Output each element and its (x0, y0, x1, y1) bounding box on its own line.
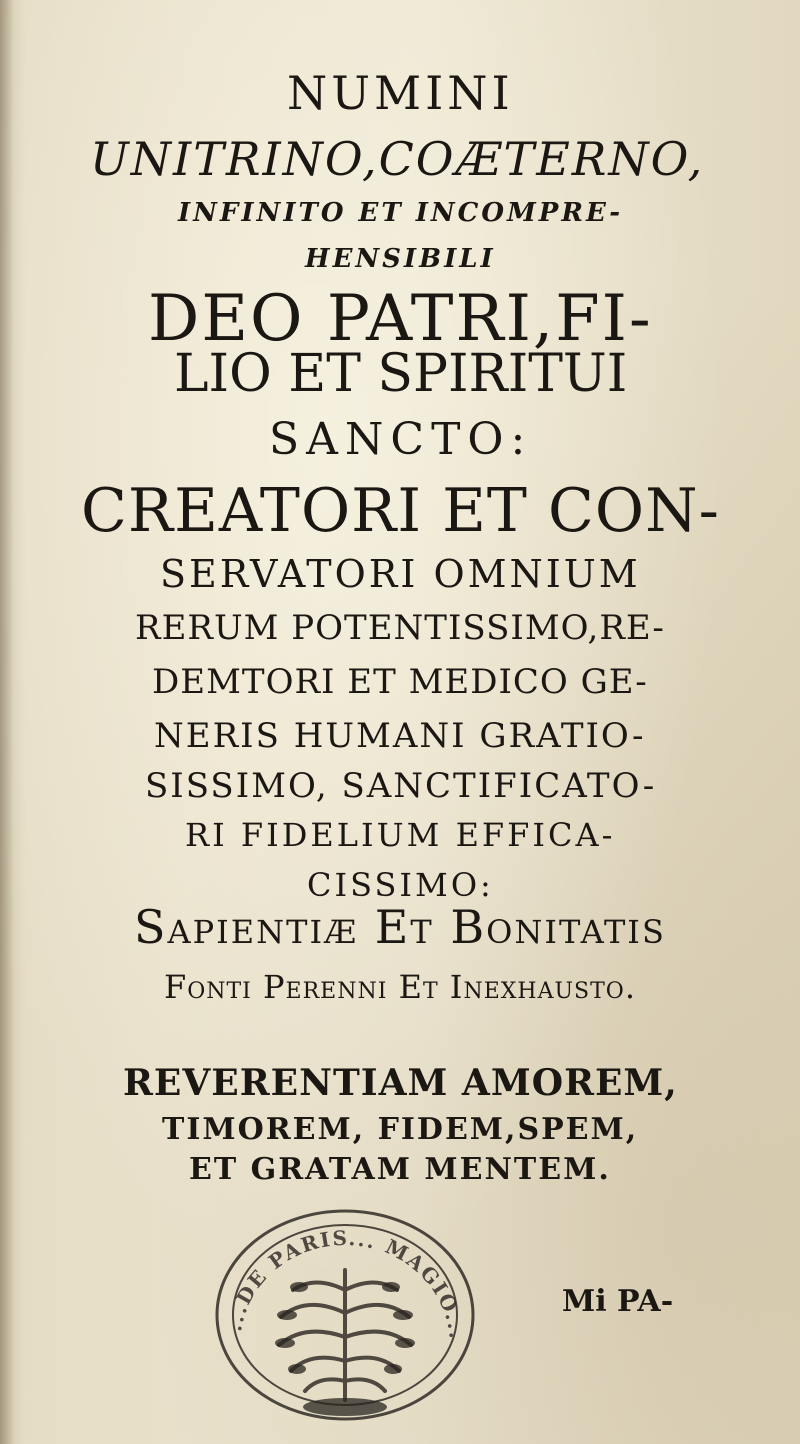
stamp-inscription: ...DE PARIS... MAGIO... (222, 1225, 469, 1342)
dedication-line-7: SANCTO: (269, 414, 533, 465)
dedication-line-1: NUMINI (287, 66, 514, 120)
dedication-line-14: RI FIDELIUM EFFICA- (185, 816, 616, 854)
dedication-line-6: LIO ET SPIRITUI (174, 344, 628, 404)
dedication-line-8: CREATORI ET CON- (81, 476, 720, 546)
dedication-line-10: RERUM POTENTISSIMO,RE- (135, 608, 665, 648)
page-binding-shadow (0, 0, 14, 1444)
dedication-line-20: ET GRATAM MENTEM. (189, 1152, 611, 1187)
dedication-line-3: INFINITO ET INCOMPRE- (178, 198, 624, 228)
dedication-line-17: Fonti Perenni Et Inexhausto. (164, 968, 636, 1006)
dedication-line-18: REVERENTIAM AMOREM, (123, 1062, 678, 1104)
dedication-line-11: DEMTORI ET MEDICO GE- (152, 662, 648, 702)
dedication-line-4: HENSIBILI (305, 244, 496, 274)
dedication-line-19: TIMOREM, FIDEM,SPEM, (162, 1112, 639, 1147)
dedication-line-2: UNITRINO,COÆTERNO, (90, 132, 705, 186)
dedication-line-12: NERIS HUMANI GRATIO- (154, 716, 646, 756)
dedication-line-9: SERVATORI OMNIUM (160, 552, 641, 596)
catchword: Mi PA- (562, 1284, 674, 1319)
library-stamp (195, 1195, 495, 1425)
dedication-line-5: DEO PATRI,FI- (148, 282, 653, 356)
dedication-line-13: SISSIMO, SANCTIFICATO- (145, 766, 657, 806)
dedication-line-15: CISSIMO: (307, 866, 494, 904)
dedication-line-16: Sapientiæ Et Bonitatis (134, 900, 666, 954)
